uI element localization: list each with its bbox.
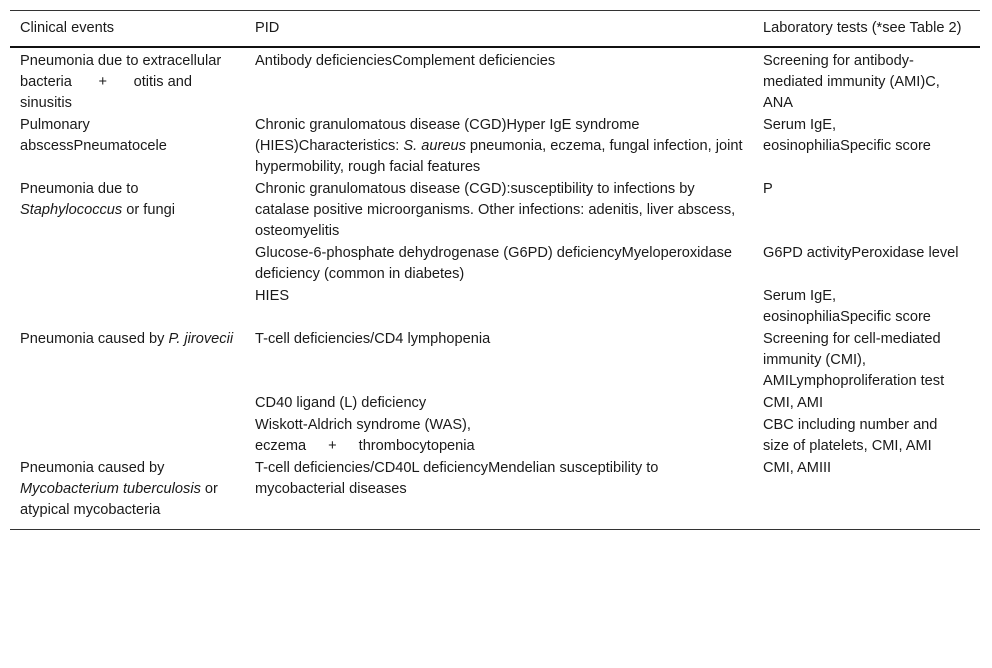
clinical-cell: [10, 392, 245, 414]
lab-cell: G6PD activityPeroxidase level: [763, 245, 959, 261]
header-clinical-events: Clinical events: [20, 20, 115, 36]
pid-text-spaced: eczema + thrombocytopenia: [255, 438, 475, 454]
table-row: [10, 285, 980, 328]
clinical-text: Pneumonia due to extracellular: [20, 53, 222, 69]
lab-cell: CMI, AMIII: [763, 460, 832, 476]
clinical-cell: [10, 285, 245, 328]
lab-cell: Serum IgE, eosinophiliaSpecific score: [763, 117, 931, 154]
lab-cell: Screening for cell-mediated immunity (CMI), AMILymphoproliferation test: [763, 331, 945, 389]
clinical-cell: [10, 47, 245, 114]
pid-cell: HIES: [255, 288, 290, 304]
clinical-text: sinusitis: [20, 95, 72, 111]
pid-cell: CD40 ligand (L) deficiency: [255, 395, 427, 411]
organism-name: P. jirovecii: [168, 331, 234, 347]
lab-cell: Screening for antibody-mediated immunity (AMI)C, ANA: [763, 53, 940, 111]
pid-cell: Antibody deficienciesComplement deficiencies: [255, 53, 556, 69]
clinical-text-justified: bacteria + otitis and: [20, 74, 192, 90]
pid-cell: Chronic granulomatous disease (CGD):susceptibility to infections by catalase positive microorganisms. Other infections: adenitis, liver abscess, osteomyelitis: [255, 181, 736, 239]
organism-name: Mycobacterium tuberculosis: [20, 481, 201, 497]
lab-cell: CBC including number and size of platelets, CMI, AMI: [763, 417, 938, 454]
pid-cell: Glucose-6-phosphate dehydrogenase (G6PD) deficiencyMyeloperoxidase deficiency (common in diabetes): [255, 245, 732, 282]
table-row: [10, 242, 980, 285]
table-row: [10, 114, 980, 178]
pid-cell: T-cell deficiencies/CD4 lymphopenia: [255, 331, 491, 347]
clinical-cell: [10, 242, 245, 285]
clinical-table: [10, 10, 980, 530]
lab-cell: CMI, AMI: [763, 395, 823, 411]
clinical-cell: Pulmonary abscessPneumatocele: [20, 117, 167, 154]
lab-cell: P: [763, 181, 773, 197]
clinical-cell: Pneumonia due to Staphylococcus or fungi: [20, 181, 175, 218]
clinical-cell: Pneumonia caused by Mycobacterium tuberculosis or atypical mycobacteria: [20, 460, 218, 518]
table-row: [10, 47, 980, 114]
organism-name: Staphylococcus: [20, 202, 123, 218]
table-row: [10, 414, 980, 457]
header-pid: PID: [255, 20, 280, 36]
pid-cell: Chronic granulomatous disease (CGD)Hyper IgE syndrome (HIES)Characteristics: S. aureus pneumonia, eczema, fungal infection, joint hypermobility, rough facial features: [255, 117, 743, 175]
lab-cell: Serum IgE, eosinophiliaSpecific score: [763, 288, 931, 325]
clinical-cell: [10, 414, 245, 457]
table-row: [10, 178, 980, 242]
header-row: [10, 11, 980, 48]
table-row: [10, 328, 980, 392]
table-row: [10, 392, 980, 414]
clinical-cell: Pneumonia caused by P. jirovecii: [20, 331, 234, 347]
pid-cell: Wiskott-Aldrich syndrome (WAS), eczema + thrombocytopenia: [245, 414, 753, 457]
organism-name: S. aureus: [403, 138, 466, 154]
pid-cell: T-cell deficiencies/CD40L deficiencyMendelian susceptibility to mycobacterial diseases: [255, 460, 659, 497]
header-laboratory-tests: Laboratory tests (*see Table 2): [763, 20, 962, 36]
table-row: [10, 457, 980, 530]
